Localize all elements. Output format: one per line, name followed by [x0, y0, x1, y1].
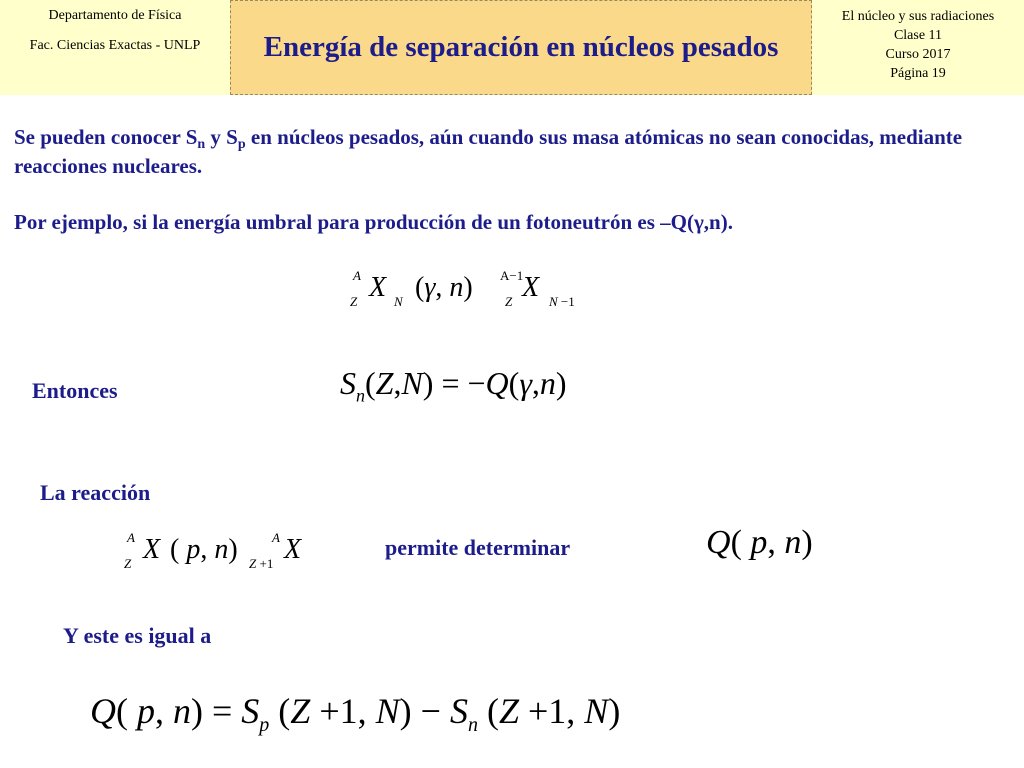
- photoneutron-reaction-equation: A Z X N (γ, n) A−1 Z X N −1: [350, 268, 575, 309]
- header-course-info: [812, 0, 1024, 95]
- label-entonces: Entonces: [32, 378, 118, 403]
- label-la-reaccion: La reacción: [40, 480, 151, 505]
- label-permite-determinar: permite determinar: [385, 535, 571, 560]
- faculty-name: Fac. Ciencias Exactas - UNLP: [29, 38, 201, 53]
- intro-text-3: en núcleos pesados, aún cuando sus masa atómicas no sean conocidas, mediante reacciones nucleares.: [14, 125, 963, 178]
- header-department: [0, 0, 230, 95]
- pn-reaction-equation: A Z X ( p, n) A Z +1 X: [124, 530, 302, 571]
- example-paragraph: Por ejemplo, si la energía umbral para producción de un fotoneutrón es –Q(γ,n).: [14, 210, 733, 234]
- label-y-este: Y este es igual a: [63, 623, 212, 648]
- course-name: El núcleo y sus radiaciones: [841, 9, 995, 24]
- separation-energy-equation: $S_n(Z,N) = -Q(\gamma,n)$: [340, 365, 567, 406]
- intro-paragraph: [14, 123, 1014, 181]
- intro-text-1: Se pueden conocer S: [14, 125, 198, 149]
- course-year: Curso 2017: [885, 47, 951, 62]
- department-name: Departamento de Física: [48, 8, 182, 23]
- intro-text-2: y S: [205, 125, 238, 149]
- intro-sub-n: n: [197, 137, 206, 152]
- slide-title: Energía de separación en núcleos pesados: [263, 31, 779, 64]
- final-equation: Q( p, $n) = S_p$ (Z +1, $N) - S_n$ (Z +1, N): [90, 691, 621, 737]
- page-number: Página 19: [890, 66, 946, 81]
- class-number: Clase 11: [893, 28, 943, 43]
- q-pn-expression: Q( p, n): [706, 524, 813, 561]
- intro-sub-p: p: [237, 137, 246, 152]
- header-title-box: [230, 0, 812, 95]
